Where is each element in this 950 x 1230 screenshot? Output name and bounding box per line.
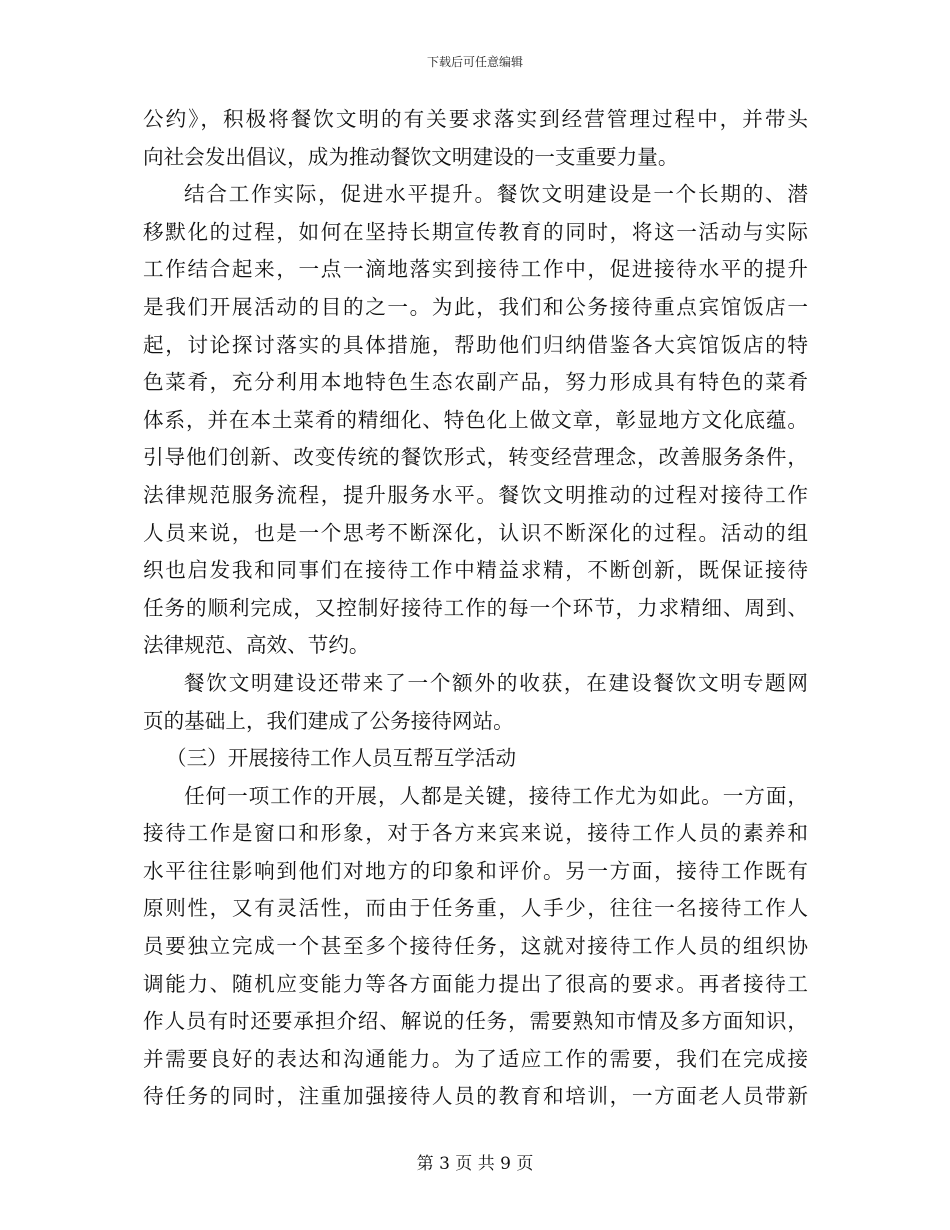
body-line: 水平往往影响到他们对地方的印象和评价。另一方面，接待工作既有	[143, 858, 808, 883]
body-line: 结合工作实际，促进水平提升。餐饮文明建设是一个长期的、潜	[184, 182, 808, 207]
body-line: 餐饮文明建设还带来了一个额外的收获，在建设餐饮文明专题网	[184, 670, 808, 695]
body-line: 移默化的过程，如何在坚持长期宣传教育的同时，将这一活动与实际	[143, 219, 808, 244]
body-line: 法律规范服务流程，提升服务水平。餐饮文明推动的过程对接待工作	[143, 482, 808, 507]
body-line: 作人员有时还要承担介绍、解说的任务，需要熟知市情及多方面知识，	[143, 1009, 808, 1034]
body-line: 调能力、随机应变能力等各方面能力提出了很高的要求。再者接待工	[143, 971, 808, 996]
body-line: 页的基础上，我们建成了公务接待网站。	[143, 708, 514, 733]
body-line: 色菜肴，充分利用本地特色生态农副产品，努力形成具有特色的菜肴	[143, 370, 808, 395]
document-body	[143, 101, 808, 1116]
body-line: 起，讨论探讨落实的具体措施，帮助他们归纳借鉴各大宾馆饭店的特	[143, 332, 808, 357]
page-header-note: 下载后可任意编辑	[426, 55, 523, 69]
body-line: 引导他们创新、改变传统的餐饮形式，转变经营理念，改善服务条件，	[143, 445, 808, 470]
body-line: 向社会发出倡议，成为推动餐饮文明建设的一支重要力量。	[143, 144, 679, 169]
section-heading: （三）开展接待工作人员互帮互学活动	[166, 746, 517, 771]
body-line: 体系，并在本土菜肴的精细化、特色化上做文章，彰显地方文化底蕴。	[143, 407, 808, 432]
body-line: 待任务的同时，注重加强接待人员的教育和培训，一方面老人员带新	[143, 1084, 808, 1109]
body-line: 并需要良好的表达和沟通能力。为了适应工作的需要，我们在完成接	[143, 1046, 808, 1071]
body-line: 员要独立完成一个甚至多个接待任务，这就对接待工作人员的组织协	[143, 934, 808, 959]
body-line: 织也启发我和同事们在接待工作中精益求精，不断创新，既保证接待	[143, 558, 808, 583]
body-line: 任何一项工作的开展，人都是关键，接待工作尤为如此。一方面，	[184, 783, 808, 808]
body-line: 工作结合起来，一点一滴地落实到接待工作中，促进接待水平的提升	[143, 257, 808, 282]
body-line: 接待工作是窗口和形象，对于各方来宾来说，接待工作人员的素养和	[143, 821, 808, 846]
page-number: 第 3 页 共 9 页	[416, 1154, 534, 1174]
body-line: 公约》，积极将餐饮文明的有关要求落实到经营管理过程中，并带头	[143, 107, 808, 131]
body-line: 法律规范、高效、节约。	[143, 633, 370, 658]
body-line: 原则性，又有灵活性，而由于任务重，人手少，往往一名接待工作人	[143, 896, 808, 921]
body-line: 是我们开展活动的目的之一。为此，我们和公务接待重点宾馆饭店一	[143, 294, 808, 319]
body-line: 任务的顺利完成，又控制好接待工作的每一个环节，力求精细、周到、	[143, 595, 808, 620]
body-line: 人员来说，也是一个思考不断深化，认识不断深化的过程。活动的组	[143, 520, 808, 545]
